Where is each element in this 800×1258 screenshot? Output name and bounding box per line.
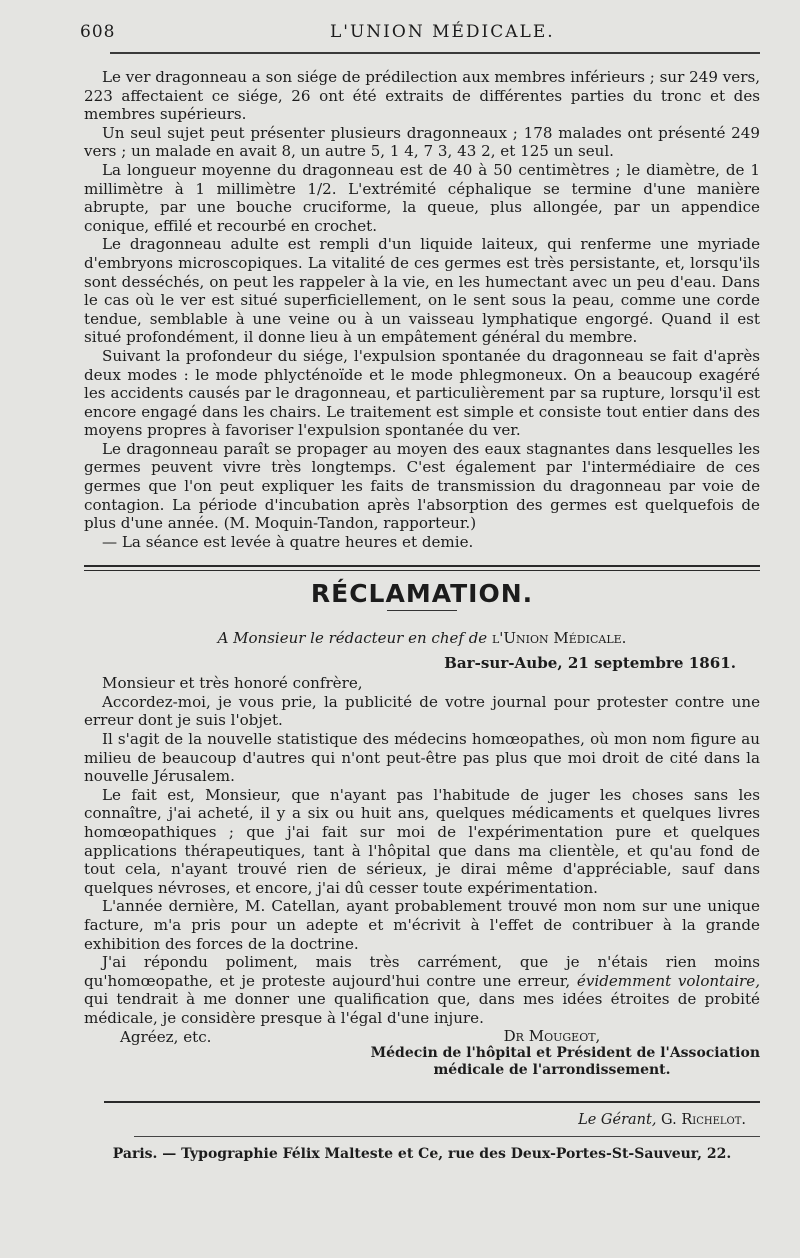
address-journal: l'Union Médicale. <box>491 629 627 648</box>
gerant-rule <box>134 1136 760 1137</box>
letter-paragraph: Le fait est, Monsieur, que n'ayant pas l'habitude de juger les choses sans les connaître, j'ai acheté, il y a six ou huit ans, quelques médicaments et quelques livres homœopathiques ; que j'ai fait sur moi de l'expérimentation pure et quelques applications thérapeutiques, tant à l'hôpital que dans ma clientèle, et qu'au fond de tout cela, n'ayant trouvé rien de sérieux, je dirai même d'appréciable, sauf dans quelques névroses, et encore, j'ai dû cesser toute expérimentation. <box>84 785 760 897</box>
gerant-line <box>84 1111 760 1130</box>
letter-address <box>84 629 760 648</box>
header-rule <box>110 52 760 54</box>
footer-rule <box>104 1101 760 1103</box>
letter-text: J'ai répondu poliment, mais très carrément, que je n'étais rien moins qu'homœopathe, et je proteste aujourd'hui contre une erreur, <box>84 953 760 990</box>
letter-paragraph: Il s'agit de la nouvelle statistique des médecins homœopathes, où mon nom figure au milieu de beaucoup d'autres qui n'ont peut-être pas plus que moi droit de cité dans la nouvelle Jérusalem. <box>84 730 760 786</box>
signature-title: Médecin de l'hôpital et Président de l'Association <box>370 1045 760 1062</box>
letter-paragraph: Accordez-moi, je vous prie, la publicité de votre journal pour protester contre une erreur dont je suis l'objet. <box>84 692 760 730</box>
page-header <box>80 22 760 46</box>
gerant-label: Le Gérant, <box>578 1112 657 1129</box>
section-divider <box>84 565 760 571</box>
signature-name: Dr Mougeot, <box>503 1027 601 1046</box>
printer-imprint: Paris. — Typographie Félix Malteste et Ce, rue des Deux-Portes-St-Sauveur, 22. <box>112 1145 732 1162</box>
letter-salutation: Monsieur et très honoré confrère, <box>102 674 363 693</box>
address-text: A Monsieur le rédacteur en chef de <box>217 629 488 648</box>
page-number: 608 <box>80 22 116 42</box>
article-paragraph: La longueur moyenne du dragonneau est de 40 à 50 centimètres ; le diamètre, de 1 millimètre à 1 millimètre 1/2. L'extrémité céphalique se termine d'une manière abrupte, par une bouche cruciforme, la queue, plus allongée, par un appendice conique, effilé et recourbé en crochet. <box>84 160 760 235</box>
journal-title: L'UNION MÉDICALE. <box>330 22 555 42</box>
reclamation-title: RÉCLAMATION. <box>310 579 534 609</box>
letter-paragraph: L'année dernière, M. Catellan, ayant probablement trouvé mon nom sur une unique facture, m'a pris pour un adepte et m'écrivit à l'effet de contribuer à la grande exhibition des forces de la doctrine. <box>84 897 760 953</box>
gerant-name: G. Richelot. <box>661 1112 746 1129</box>
article-paragraph: Le ver dragonneau a son siége de prédilection aux membres inférieurs ; sur 249 vers, 223 affectaient ce siége, 26 ont été extraits de différentes parties du tronc et des membres supérieurs. <box>84 68 760 124</box>
session-closing-line: — La séance est levée à quatre heures et demie. <box>102 532 474 551</box>
article-paragraph: Un seul sujet peut présenter plusieurs dragonneaux ; 178 malades ont présenté 249 vers ; un malade en avait 8, un autre 5, 1 4, 7 3, 43 2, et 125 un seul. <box>84 123 760 161</box>
article-paragraph: Le dragonneau paraît se propager au moyen des eaux stagnantes dans lesquelles les germes peuvent vivre très longtemps. C'est également par l'intermédiaire de ces germes que l'on peut expliquer les faits de transmission du dragonneau par voie de contagion. La période d'incubation après l'absorption des germes est quelquefois de plus d'une année. (M. Moquin-Tandon, rapporteur.) <box>84 439 760 533</box>
letter-emphasis: évidemment volontaire, <box>576 971 760 990</box>
signature-title: médicale de l'arrondissement. <box>433 1062 671 1079</box>
letter-sign-off: Agréez, etc. <box>120 1027 212 1046</box>
title-underline <box>387 610 457 611</box>
letter-paragraph-last <box>84 953 760 1027</box>
article-paragraph: Le dragonneau adulte est rempli d'un liquide laiteux, qui renferme une myriade d'embryons microscopiques. La vitalité de ces germes est très persistante, et, lorsqu'ils sont desséchés, on peut les rappeler à la vie, en les humectant avec un peu d'eau. Dans le cas où le ver est situé superficiellement, on le sent sous la peau, comme une corde tendue, semblable à une veine ou à un vaisseau lymphatique engorgé. Quand il est situé profondément, il donne lieu à un empâtement général du membre. <box>84 235 760 347</box>
letter-place-date: Bar-sur-Aube, 21 septembre 1861. <box>444 653 736 672</box>
letter-text: qui tendrait à me donner une qualification que, dans mes idées étroites de probité médicale, je considère presque à l'égal d'une injure. <box>84 990 760 1027</box>
page-body <box>84 68 760 1163</box>
article-paragraph: Suivant la profondeur du siége, l'expulsion spontanée du dragonneau se fait d'après deux modes : le mode phlycténoïde et le mode phlegmoneux. On a beaucoup exagéré les accidents causés par le dragonneau, et particulièrement par sa rupture, lorsqu'il est encore engagé dans les chairs. Le traitement est simple et consiste tout entier dans des moyens propres à favoriser l'expulsion spontanée du ver. <box>84 346 760 440</box>
